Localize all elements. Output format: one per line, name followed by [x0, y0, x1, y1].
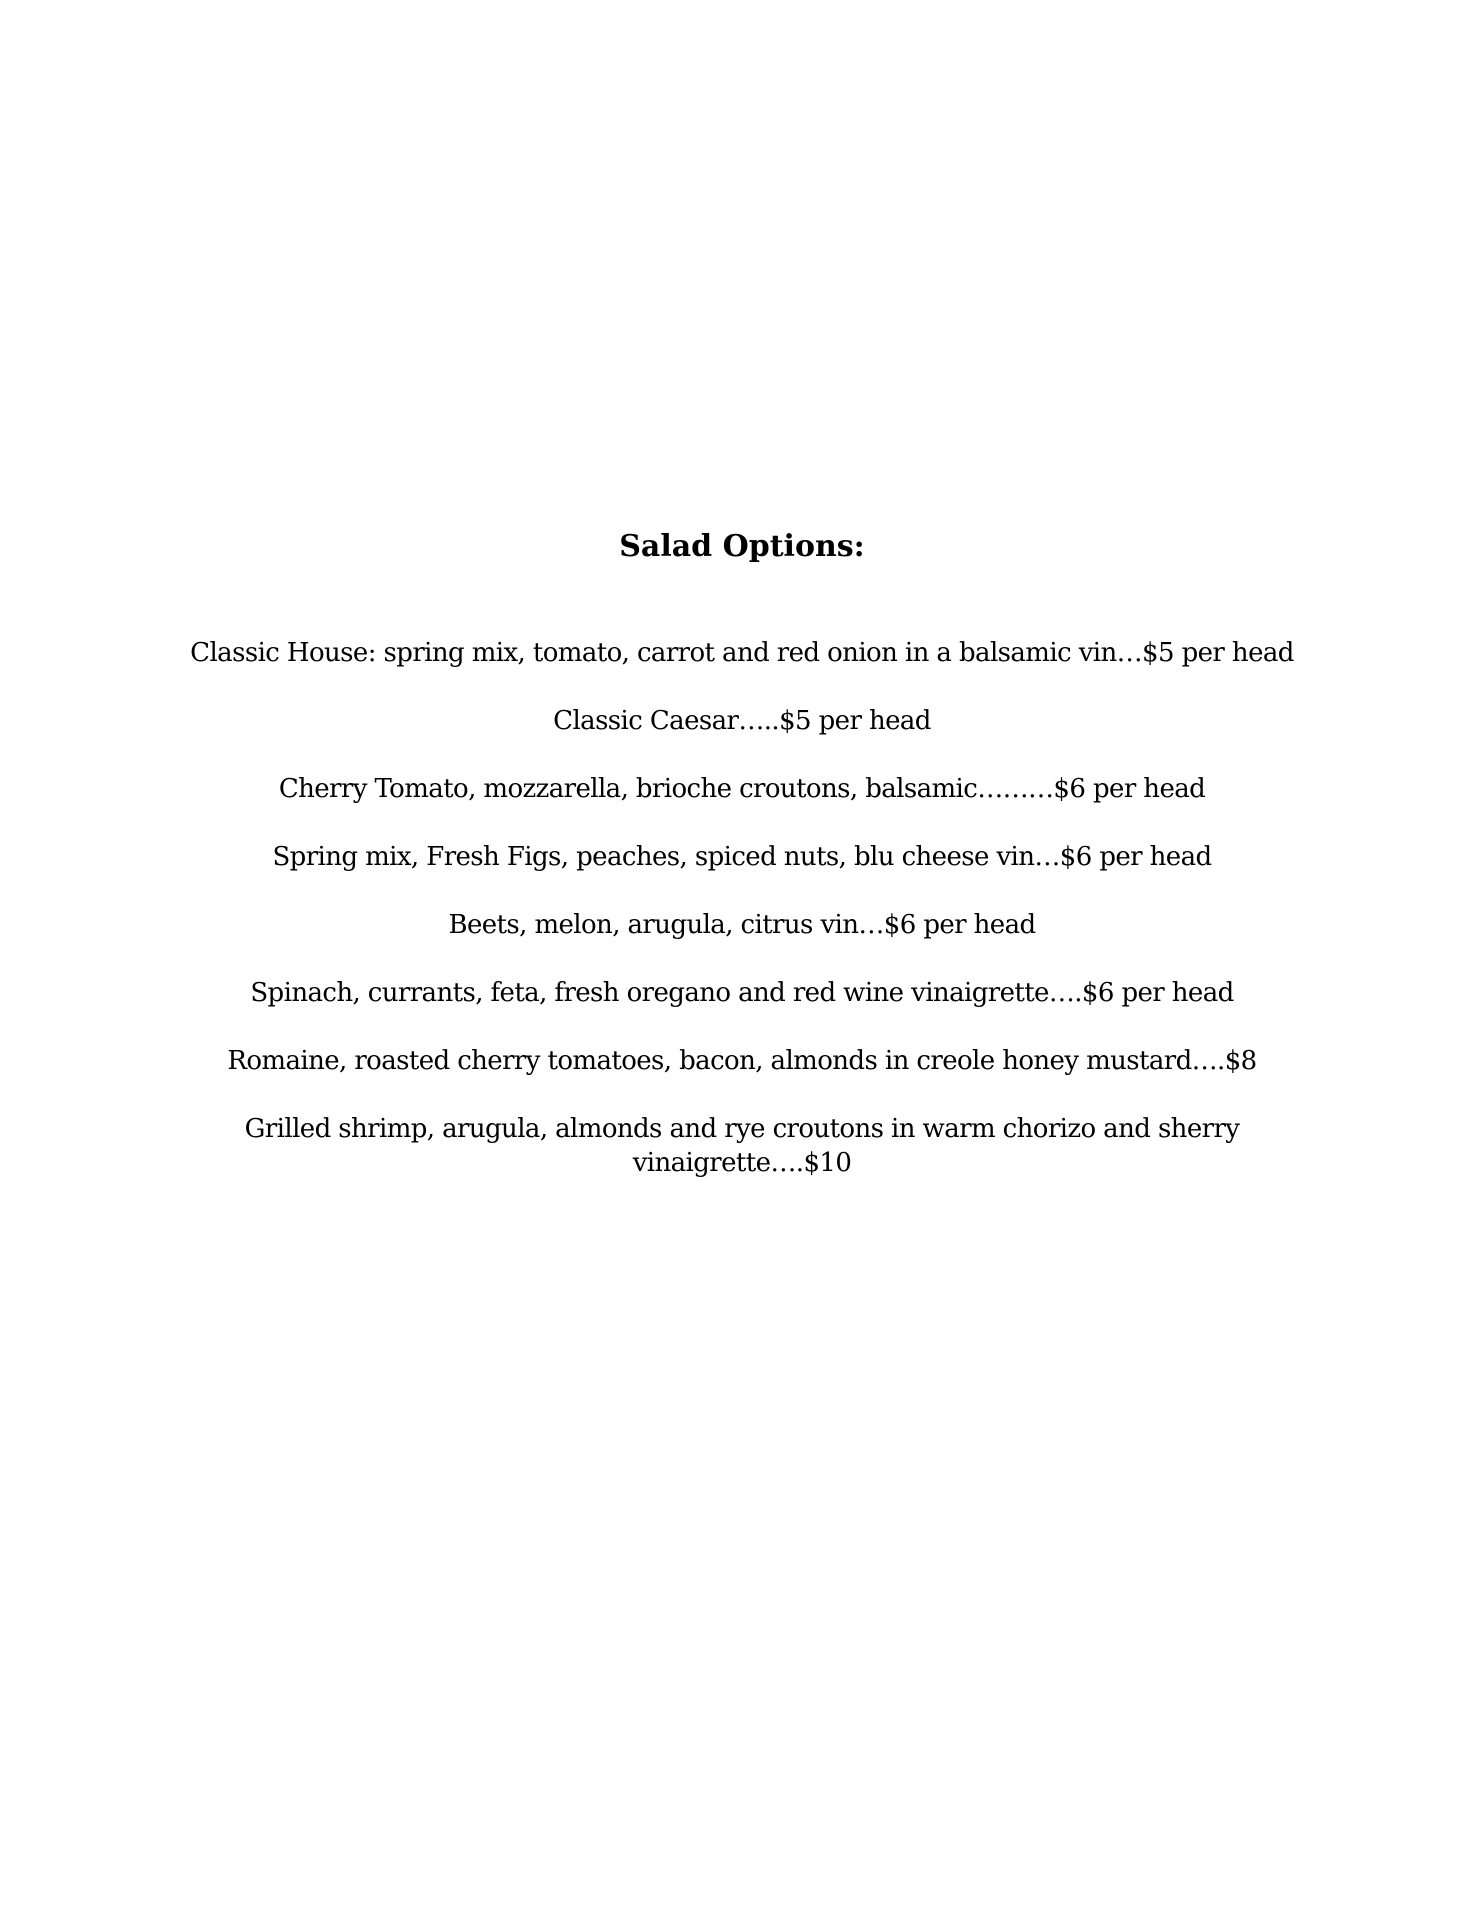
salad-item-cherry-tomato: Cherry Tomato, mozzarella, brioche croutons, balsamic………$6 per head — [278, 774, 1206, 804]
page-title: Salad Options: — [619, 529, 865, 564]
salad-list — [172, 636, 1312, 1214]
salad-item-classic-caesar: Classic Caesar…..$5 per head — [553, 706, 931, 736]
salad-item-spinach: Spinach, currants, feta, fresh oregano and red wine vinaigrette….$6 per head — [250, 978, 1234, 1008]
salad-item-classic-house: Classic House: spring mix, tomato, carrot and red onion in a balsamic vin…$5 per head — [190, 638, 1294, 668]
salad-item-spring-mix-figs: Spring mix, Fresh Figs, peaches, spiced nuts, blu cheese vin…$6 per head — [272, 842, 1212, 872]
salad-item-romaine: Romaine, roasted cherry tomatoes, bacon, almonds in creole honey mustard….$8 — [227, 1046, 1257, 1076]
salad-item-grilled-shrimp: Grilled shrimp, arugula, almonds and rye croutons in warm chorizo and sherry vinaigrette….$10 — [244, 1114, 1240, 1178]
salad-item-beets-melon: Beets, melon, arugula, citrus vin…$6 per head — [448, 910, 1036, 940]
